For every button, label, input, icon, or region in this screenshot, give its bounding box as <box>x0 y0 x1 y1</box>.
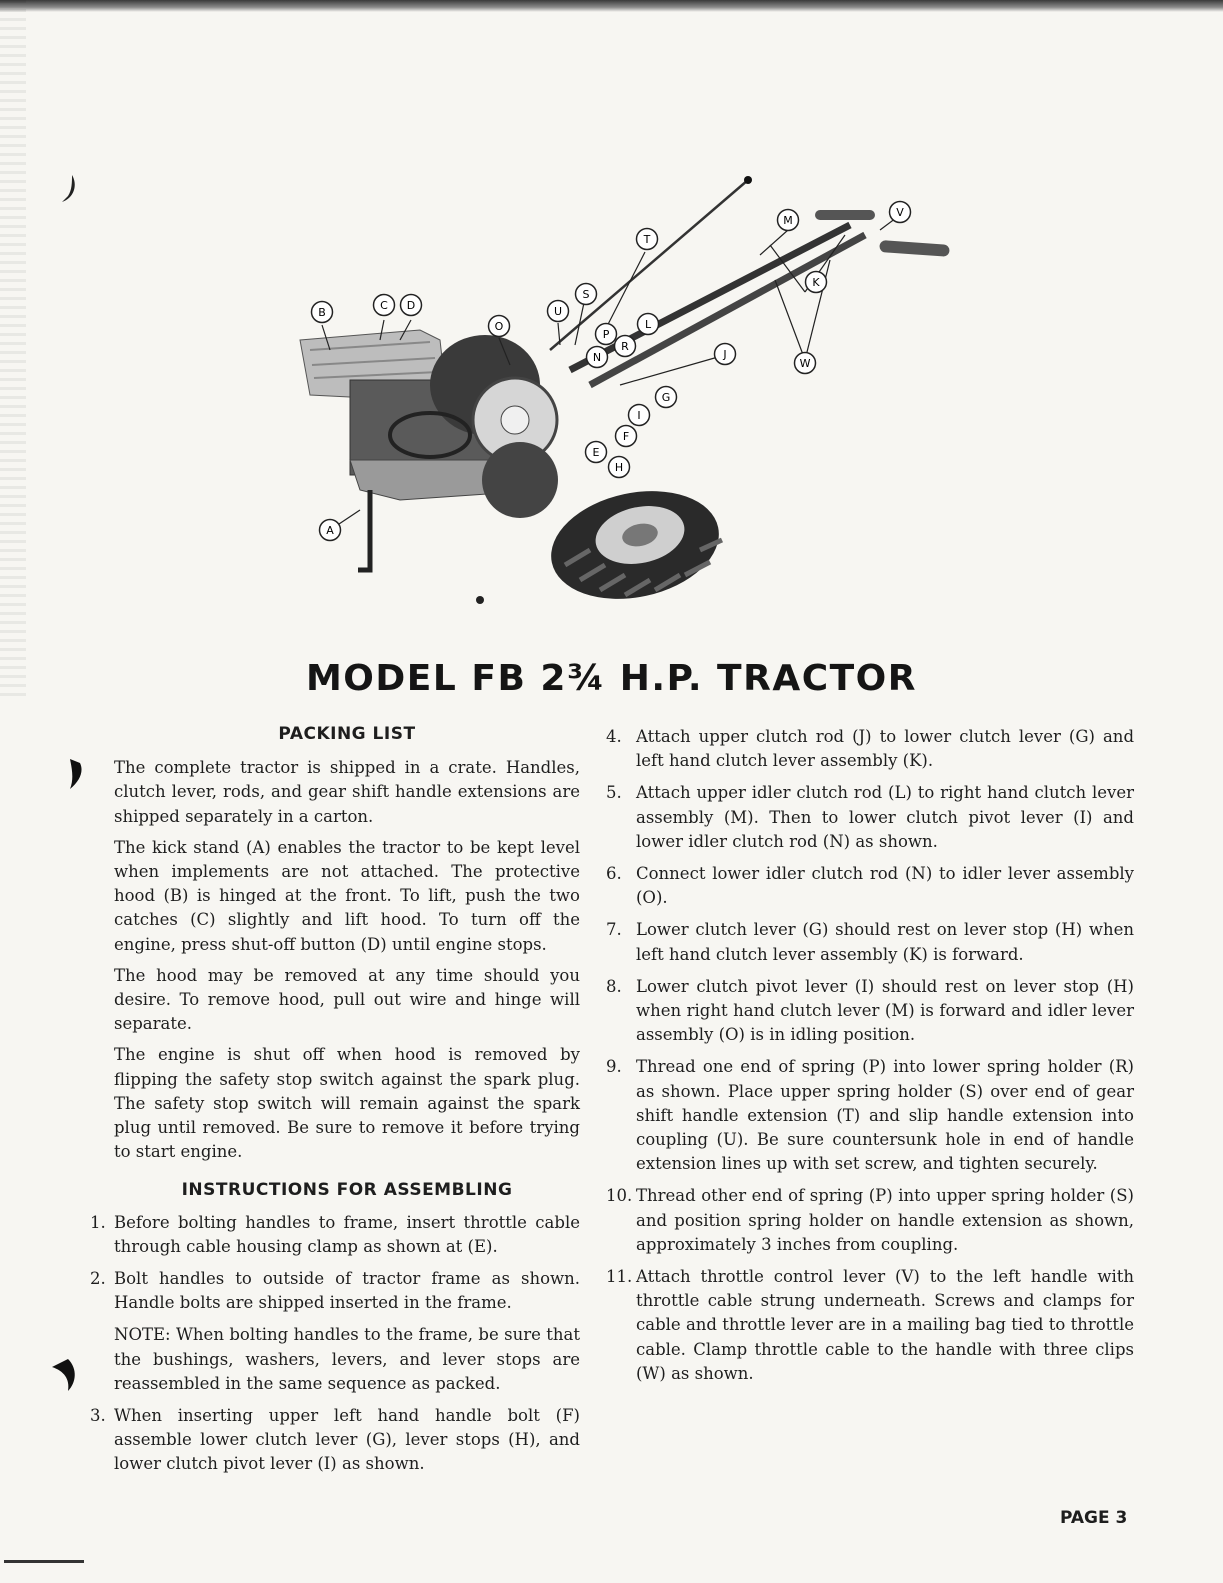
assembly-step <box>606 1055 1134 1176</box>
assembly-step <box>90 1211 580 1259</box>
packing-paragraph: The hood may be removed at any time should you desire. To remove hood, pull out wire and hinge will separate. <box>114 965 580 1034</box>
step-text: Attach upper clutch rod (J) to lower clutch lever (G) and left hand clutch lever assembly (K). <box>636 727 1134 771</box>
page-number: PAGE 3 <box>1060 1508 1128 1528</box>
ink-dot <box>476 596 484 604</box>
callout-label: S <box>582 288 590 301</box>
corner-mark <box>4 1560 84 1563</box>
callout-label: F <box>622 430 630 443</box>
step-number: 6. <box>606 864 622 884</box>
callout-label: B <box>318 306 326 319</box>
assembly-step <box>606 918 1134 966</box>
step-text: Before bolting handles to frame, insert throttle cable through cable housing clamp as shown at (E). <box>114 1212 580 1256</box>
left-column <box>90 722 580 1485</box>
step-text: Lower clutch pivot lever (I) should rest on lever stop (H) when right hand clutch lever (M) is forward and idler lever assembly (O) is in idling position. <box>636 976 1134 1045</box>
callout-label: E <box>592 446 600 459</box>
handle-grip <box>879 240 950 257</box>
callout-label: V <box>896 206 904 219</box>
assembly-step <box>606 975 1134 1048</box>
step-number: 4. <box>606 727 622 746</box>
step-text: Attach throttle control lever (V) to the left handle with throttle cable strung underneath. Screws and clamps for cable and throttle lever are in a mailing bag tied to throttle cable. Clamp throttle cable to the handle with three clips (W) as shown. <box>636 1267 1134 1383</box>
step-text: Thread one end of spring (P) into lower spring holder (R) as shown. Place upper spring holder (S) over end of gear shift handle extension (T) and slip handle extension into coupling (U). Be sure countersunk hole in end of handle extension lines up with set screw, and tighten securely. <box>636 1057 1134 1174</box>
handle-grip <box>815 210 875 220</box>
packing-paragraph: The engine is shut off when hood is removed by flipping the safety stop switch against the spark plug. The safety stop switch will remain against the spark plug until removed. Be sure to remove it before trying to start engine. <box>114 1045 580 1162</box>
tractor-drawing <box>300 176 950 614</box>
pulley-hub <box>501 406 529 434</box>
step-number: 11. <box>606 1267 633 1287</box>
callout-label: H <box>614 461 624 474</box>
callout-label: A <box>326 524 334 537</box>
right-column <box>606 725 1134 1394</box>
drive-wheel <box>482 442 558 518</box>
step-number: 10. <box>606 1186 633 1206</box>
step-text: Bolt handles to outside of tractor frame as shown. Handle bolts are shipped inserted in the frame. <box>114 1269 580 1313</box>
callout-label: W <box>799 357 811 370</box>
step-number: 8. <box>606 976 622 996</box>
step-number: 7. <box>606 920 622 940</box>
kick-stand <box>358 490 370 570</box>
assembly-step <box>90 1404 580 1477</box>
callout-label: I <box>637 409 641 422</box>
callout-label: T <box>643 233 651 246</box>
step-text: Lower clutch lever (G) should rest on lever stop (H) when left hand clutch lever assembly (K) is forward. <box>636 920 1134 964</box>
step-text: When inserting upper left hand handle bolt (F) assemble lower clutch lever (G), lever stops (H), and lower clutch pivot lever (I) as shown. <box>114 1406 580 1474</box>
step-number: 2. <box>90 1269 106 1289</box>
callout-label: G <box>661 391 671 404</box>
callout-label: O <box>494 320 504 333</box>
assembly-step <box>606 725 1134 773</box>
punch-mark-icon <box>54 170 84 210</box>
assembly-step <box>606 862 1134 910</box>
step-number: 9. <box>606 1057 622 1077</box>
shift-knob <box>744 176 752 184</box>
packing-list-heading: PACKING LIST <box>278 724 416 744</box>
callout-label: M <box>783 214 793 227</box>
assembly-step <box>606 1265 1134 1386</box>
step-number: 3. <box>90 1406 106 1426</box>
note-text: NOTE: When bolting handles to the frame, be sure that the bushings, washers, levers, and lever stops are reassembled in the same sequence as packed. <box>114 1325 580 1393</box>
callout-label: N <box>592 351 602 364</box>
assembling-heading: INSTRUCTIONS FOR ASSEMBLING <box>181 1180 513 1201</box>
assembly-note <box>114 1323 580 1396</box>
step-text: Thread other end of spring (P) into upper spring holder (S) and position spring holder on handle extension as shown, approximately 3 inches from coupling. <box>636 1186 1134 1254</box>
step-number: 1. <box>90 1212 106 1232</box>
callout-label: P <box>602 328 610 341</box>
callout-label: J <box>723 348 727 361</box>
callout-label: C <box>380 299 388 312</box>
page-title: MODEL FB 2¾ H.P. TRACTOR <box>305 658 917 699</box>
callout-label: K <box>812 276 820 289</box>
punch-mark-icon <box>60 755 90 795</box>
step-number: 5. <box>606 783 622 803</box>
assembly-step <box>606 1184 1134 1257</box>
step-text: Attach upper idler clutch rod (L) to right hand clutch lever assembly (M). Then to lower clutch pivot lever (I) and lower idler clutch rod (N) as shown. <box>636 783 1134 851</box>
callout-label: R <box>621 340 629 353</box>
scan-edge-top <box>0 0 1223 12</box>
assembly-step <box>90 1267 580 1315</box>
packing-paragraph: The complete tractor is shipped in a crate. Handles, clutch lever, rods, and gear shift handle extensions are shipped separately in a carton. <box>114 758 580 826</box>
callout-label: D <box>406 299 416 312</box>
packing-paragraph: The kick stand (A) enables the tractor to be kept level when implements are not attached. The protective hood (B) is hinged at the front. To lift, push the two catches (C) slightly and lift hood. To turn off the engine, press shut-off button (D) until engine stops. <box>114 837 580 954</box>
assembly-step <box>606 781 1134 854</box>
punch-mark-icon <box>46 1355 86 1395</box>
tractor-illustration <box>290 170 970 620</box>
step-text: Connect lower idler clutch rod (N) to idler lever assembly (O). <box>636 864 1134 908</box>
callout-label: U <box>553 305 563 318</box>
callout-label: L <box>644 318 652 331</box>
scan-edge-left <box>0 0 26 700</box>
